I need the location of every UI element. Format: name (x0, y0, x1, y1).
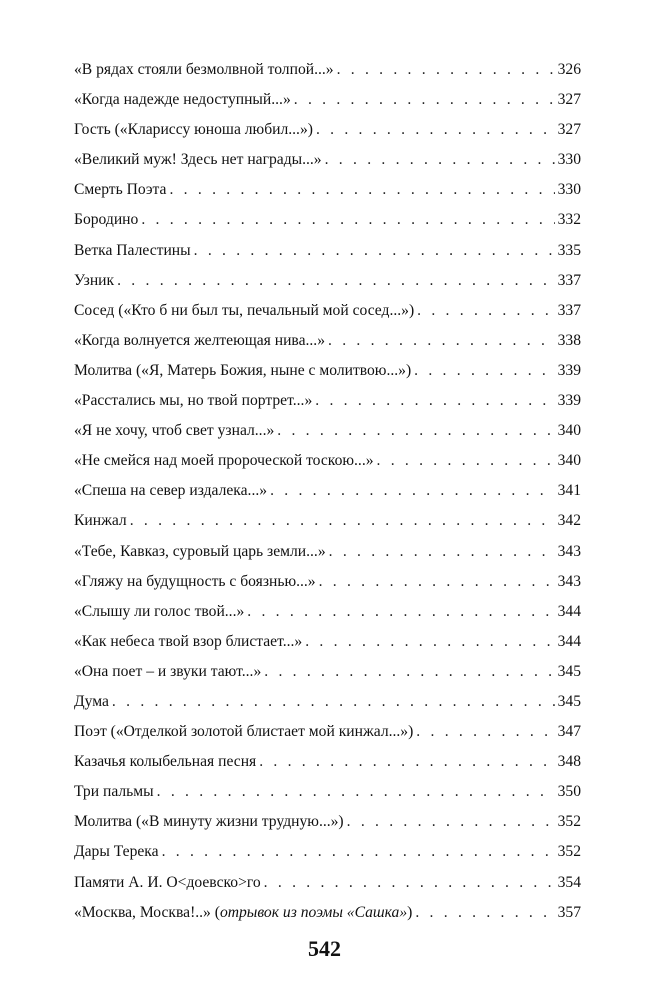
toc-leader-dots (294, 85, 555, 115)
toc-entry (74, 115, 581, 145)
toc-entry (74, 597, 581, 627)
toc-entry-title: Памяти А. И. О<доевско>го (74, 873, 261, 891)
toc-leader-dots (319, 567, 555, 597)
toc-entry (74, 567, 581, 597)
toc-leader-dots (347, 807, 555, 837)
toc-leader-dots (247, 597, 554, 627)
toc-entry-title: Поэт («Отделкой золотой блистает мой кинжал...») (74, 723, 414, 741)
toc-entry-page: 344 (557, 602, 581, 620)
toc-entry-note-close: ) (407, 903, 413, 921)
toc-leader-dots (117, 266, 555, 296)
toc-entry (74, 175, 581, 205)
toc-leader-dots (277, 416, 554, 446)
toc-leader-dots (305, 627, 554, 657)
toc-leader-dots (377, 446, 555, 476)
toc-entry-title: «Великий муж! Здесь нет награды...» (74, 151, 322, 169)
toc-leader-dots (141, 205, 554, 235)
toc-entry (74, 747, 581, 777)
toc-entry-page: 337 (557, 301, 581, 319)
toc-entry-page: 348 (557, 753, 581, 771)
page-number: 542 (308, 936, 341, 961)
toc-leader-dots (270, 476, 555, 506)
toc-entry (74, 898, 581, 928)
toc-entry-page: 327 (557, 91, 581, 109)
toc-entry (74, 55, 581, 85)
toc-entry-page: 340 (557, 452, 581, 470)
toc-leader-dots (194, 236, 555, 266)
toc-entry-title: «Как небеса твой взор блистает...» (74, 632, 303, 650)
toc-entry-page: 354 (557, 873, 581, 891)
toc-entry-title: Узник (74, 271, 115, 289)
toc-leader-dots (316, 115, 555, 145)
toc-leader-dots (264, 657, 554, 687)
toc-entry-page: 345 (557, 692, 581, 710)
toc-entry-page: 352 (557, 813, 581, 831)
toc-entry-title: «Когда волнуется желтеющая нива...» (74, 331, 325, 349)
toc-entry-page: 327 (557, 121, 581, 139)
toc-leader-dots (162, 837, 555, 867)
toc-leader-dots (417, 296, 554, 326)
toc-entry-title: «Тебе, Кавказ, суровый царь земли...» (74, 542, 326, 560)
toc-entry-title: «Она поет – и звуки тают...» (74, 662, 262, 680)
toc-entry (74, 446, 581, 476)
toc-leader-dots (130, 506, 555, 536)
toc-entry (74, 326, 581, 356)
toc-entry-page: 332 (557, 211, 581, 229)
toc-leader-dots (112, 687, 555, 717)
toc-entry-title: Смерть Поэта (74, 181, 167, 199)
toc-entry (74, 807, 581, 837)
toc-entry-title: «Я не хочу, чтоб свет узнал...» (74, 422, 275, 440)
toc-entry-title: Молитва («Я, Матерь Божия, ныне с молитвою...») (74, 361, 412, 379)
toc-entry-title: «Расстались мы, но твой портрет...» (74, 392, 313, 410)
toc-entry-title: Гость («Клариссу юноша любил...») (74, 121, 313, 139)
toc-entry-title: Дума (74, 692, 109, 710)
toc-leader-dots (415, 898, 554, 928)
toc-entry-page: 330 (557, 181, 581, 199)
toc-entry-title: Бородино (74, 211, 139, 229)
toc-entry-title: Казачья колыбельная песня (74, 753, 257, 771)
toc-leader-dots (169, 175, 554, 205)
toc-entry-page: 344 (557, 632, 581, 650)
toc-entry (74, 85, 581, 115)
toc-entry-page: 326 (557, 61, 581, 78)
toc-entry (74, 506, 581, 536)
toc-entry-page: 338 (557, 331, 581, 349)
toc-leader-dots (414, 356, 554, 386)
toc-entry (74, 627, 581, 657)
toc-leader-dots (325, 145, 555, 175)
toc-leader-dots (328, 326, 555, 356)
toc-entry (74, 356, 581, 386)
toc-entry-title: Молитва («В минуту жизни трудную...») (74, 813, 344, 831)
toc-entry-title: «Когда надежде недоступный...» (74, 91, 291, 109)
toc-entry-note: отрывок из поэмы «Сашка» (219, 903, 408, 921)
toc-entry (74, 476, 581, 506)
toc-entry (74, 717, 581, 747)
toc-entry-page: 330 (557, 151, 581, 169)
toc-entry-page: 339 (557, 361, 581, 379)
toc-entry-page: 341 (557, 482, 581, 500)
toc-entry-main-title: «Москва, Москва!..» (74, 903, 211, 921)
toc-entry-title: Кинжал (74, 512, 127, 530)
toc-leader-dots (337, 55, 555, 85)
toc-leader-dots (264, 868, 555, 898)
toc-entry-title: Три пальмы (74, 783, 154, 801)
toc-entry-title: Сосед («Кто б ни был ты, печальный мой сосед...») (74, 301, 415, 319)
toc-entry (74, 296, 581, 326)
toc-entry-page: 337 (557, 271, 581, 289)
toc-entry (74, 386, 581, 416)
toc-entry-page: 347 (557, 723, 581, 741)
toc-entry-page: 342 (557, 512, 581, 530)
toc-entry-note-open: ( (210, 903, 220, 921)
toc-entry-page: 350 (557, 783, 581, 801)
toc-entry-title (74, 898, 412, 928)
toc-leader-dots (416, 717, 554, 747)
toc-entry-page: 340 (557, 422, 581, 440)
toc-entry (74, 236, 581, 266)
toc-leader-dots (329, 537, 555, 567)
toc-entry-title: «Гляжу на будущность с боязнью...» (74, 572, 316, 590)
toc-entry (74, 657, 581, 687)
toc-entry (74, 416, 581, 446)
toc-leader-dots (315, 386, 554, 416)
toc-entry-title: Ветка Палестины (74, 241, 191, 259)
toc-entry-title: Дары Терека (74, 843, 159, 861)
toc-entry (74, 266, 581, 296)
toc-entry-page: 339 (557, 392, 581, 410)
toc-entry-page: 335 (557, 241, 581, 259)
toc-entry-title: «В рядах стояли безмолвной толпой...» (74, 61, 334, 78)
toc-entry-title: «Слышу ли голос твой...» (74, 602, 245, 620)
toc-entry (74, 687, 581, 717)
toc-entry-page: 343 (557, 542, 581, 560)
toc-entry-title: «Спеша на север издалека...» (74, 482, 268, 500)
toc-entry (74, 205, 581, 235)
toc-entry (74, 537, 581, 567)
toc-entry-page: 345 (557, 662, 581, 680)
toc-entry-title: «Не смейся над моей пророческой тоскою...» (74, 452, 374, 470)
toc-entry (74, 145, 581, 175)
toc-leader-dots (157, 777, 555, 807)
toc-leader-dots (259, 747, 554, 777)
toc-entry-page: 352 (557, 843, 581, 861)
toc-entry-page: 343 (557, 572, 581, 590)
toc-entry (74, 777, 581, 807)
table-of-contents (74, 55, 581, 928)
toc-entry (74, 868, 581, 898)
toc-entry (74, 837, 581, 867)
toc-entry-page: 357 (557, 903, 581, 921)
